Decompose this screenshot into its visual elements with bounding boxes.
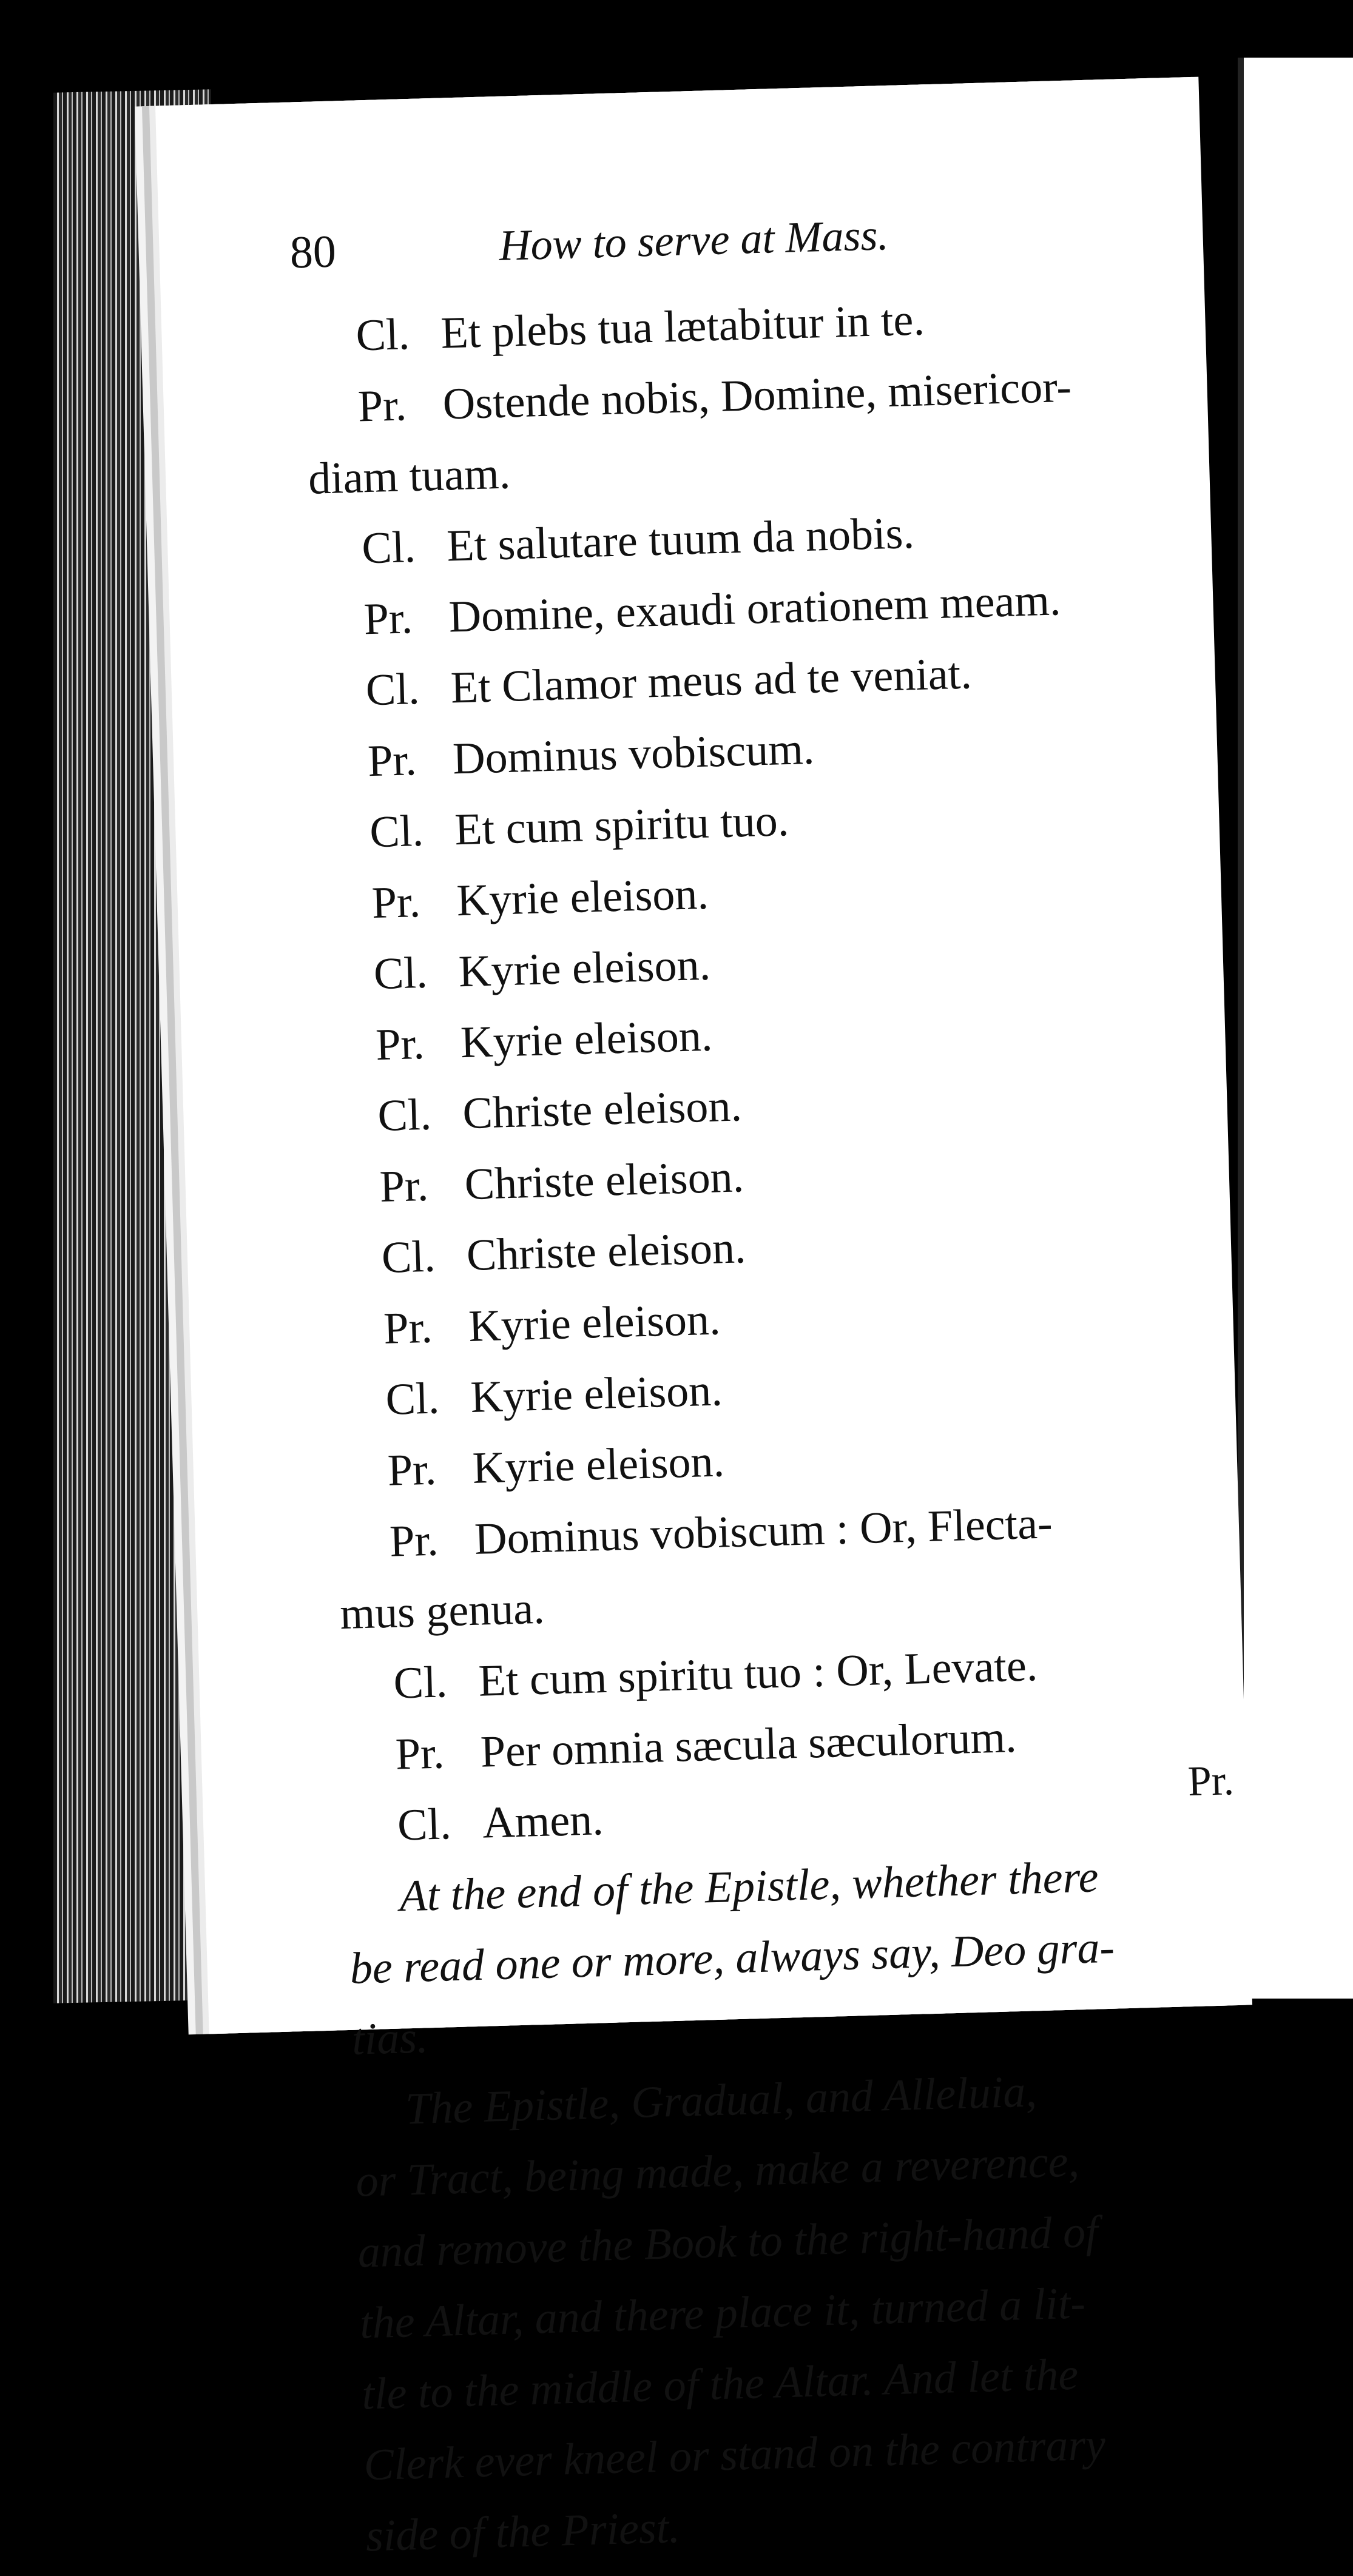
line-text: Christe eleison. xyxy=(465,1223,747,1281)
line-text: Dominus vobiscum : Or, Flecta- xyxy=(473,1498,1053,1564)
speaker-label: Cl. xyxy=(369,805,425,858)
line-text: diam tuam. xyxy=(308,448,511,504)
line-text: mus genua. xyxy=(339,1583,545,1639)
speaker-label: Pr. xyxy=(379,1160,430,1212)
speaker-label: Pr. xyxy=(389,1515,439,1567)
rubric-line: side of the Priest. xyxy=(365,2503,681,2561)
line-text: Et cum spiritu tuo : Or, Levate. xyxy=(477,1641,1039,1706)
speaker-label: Pr. xyxy=(357,380,408,432)
speaker-label: Cl. xyxy=(365,664,420,716)
line-text: Et plebs tua lætabitur in te. xyxy=(440,295,925,358)
speaker-label: Pr. xyxy=(371,876,422,929)
rubric-line: or Tract, being made, make a reverence, xyxy=(355,2136,1080,2207)
rubric-line: tias. xyxy=(351,2013,429,2065)
line-text: Et salutare tuum da nobis. xyxy=(446,508,915,571)
line-text: Christe eleison. xyxy=(464,1152,745,1210)
line-text: Kyrie eleison. xyxy=(460,1011,714,1068)
line-text: Domine, exaudi orationem meam. xyxy=(448,575,1062,642)
speaker-label: Pr. xyxy=(375,1018,425,1071)
speaker-label: Pr. xyxy=(363,593,414,645)
line-text: Per omnia sæcula sæculorum. xyxy=(479,1712,1017,1777)
line-text: Kyrie eleison. xyxy=(468,1294,721,1351)
speaker-label: Cl. xyxy=(380,1231,436,1283)
line-text: Christe eleison. xyxy=(462,1081,743,1139)
line-text: Dominus vobiscum. xyxy=(452,724,815,784)
rubric-line: tle to the middle of the Altar. And let the xyxy=(361,2349,1079,2420)
line-text: Ostende nobis, Domine, misericor- xyxy=(442,362,1072,429)
speaker-label: Pr. xyxy=(383,1302,433,1354)
line-text: Amen. xyxy=(482,1795,604,1848)
line-text: Kyrie eleison. xyxy=(457,940,712,997)
speaker-label: Cl. xyxy=(377,1089,433,1142)
speaker-label: Cl. xyxy=(361,522,416,574)
speaker-label: Pr. xyxy=(386,1444,437,1496)
line-text: Kyrie eleison. xyxy=(471,1436,725,1493)
rubric-line: the Altar, and there place it, turned a lit- xyxy=(359,2278,1087,2349)
catchword: Pr. xyxy=(1187,1757,1235,1806)
line-text: Kyrie eleison. xyxy=(470,1365,723,1422)
page-number: 80 xyxy=(289,226,337,278)
speaker-label: Cl. xyxy=(393,1657,448,1709)
line-text: Et cum spiritu tuo. xyxy=(454,795,790,855)
line-text: Kyrie eleison. xyxy=(456,869,709,926)
rubric-line: Clerk ever kneel or stand on the contrary xyxy=(363,2420,1107,2490)
speaker-label: Cl. xyxy=(373,947,428,1000)
rubric-line: At the end of the Epistle, whether there xyxy=(399,1852,1099,1922)
book-page xyxy=(155,77,1252,2561)
rubric-line: The Epistle, Gradual, and Alleluia, xyxy=(405,2067,1038,2134)
rubric-text xyxy=(347,1839,1204,2572)
facing-page-edge xyxy=(1238,58,1353,1999)
page-body xyxy=(303,278,1204,2572)
speaker-label: Pr. xyxy=(367,735,417,787)
dialogue-lines xyxy=(303,278,1184,1863)
rubric-line: be read one or more, always say, Deo gra- xyxy=(349,1922,1116,1994)
speaker-label: Pr. xyxy=(394,1728,445,1780)
line-text: Et Clamor meus ad te veniat. xyxy=(450,648,973,713)
speaker-label: Cl. xyxy=(397,1799,452,1851)
running-title: How to serve at Mass. xyxy=(498,210,889,270)
rubric-line: and remove the Book to the right-hand of xyxy=(357,2207,1099,2278)
speaker-label: Cl. xyxy=(385,1373,440,1425)
speaker-label: Cl. xyxy=(355,309,411,361)
